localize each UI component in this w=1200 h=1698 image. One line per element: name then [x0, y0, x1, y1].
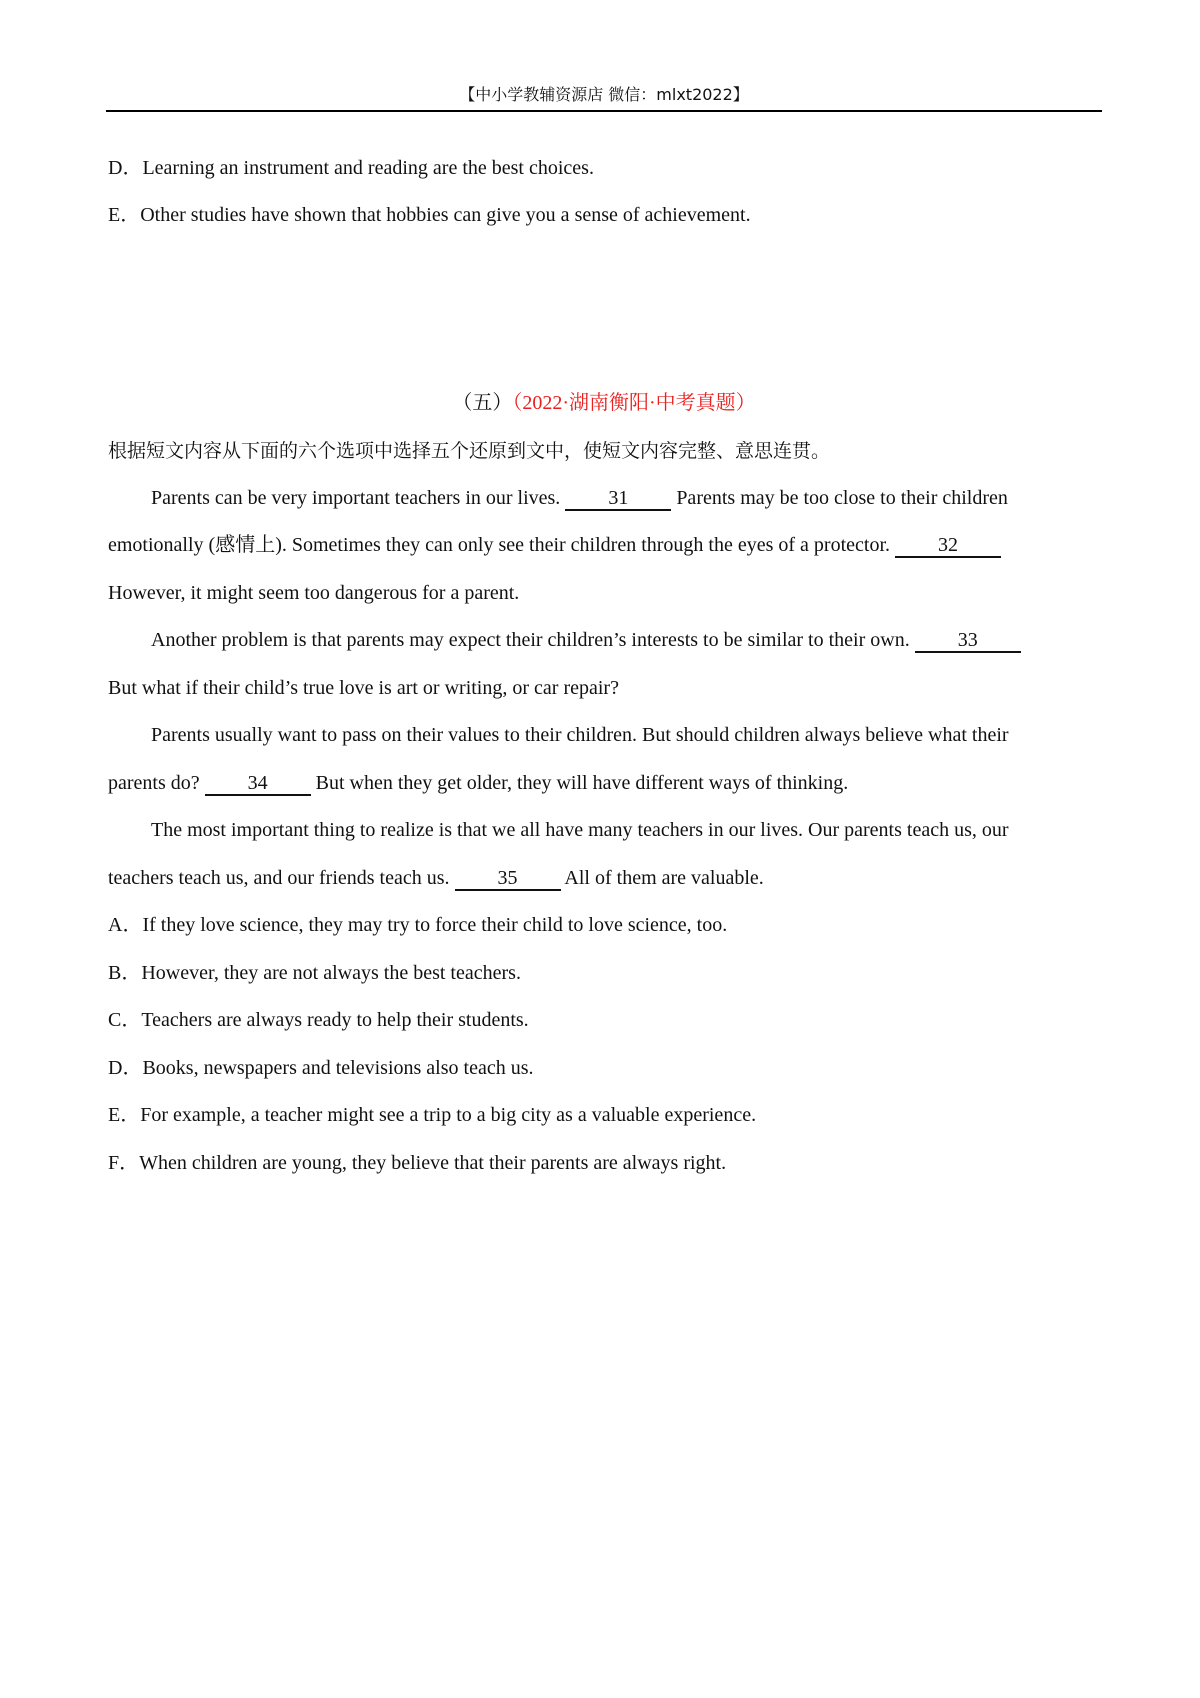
- blank-31[interactable]: 31: [565, 487, 671, 511]
- option-b: B．However, they are not always the best teachers.: [108, 962, 521, 984]
- previous-option-d: D．Learning an instrument and reading are the best choices.: [108, 157, 594, 179]
- blank-33[interactable]: 33: [915, 629, 1021, 653]
- option-f: F．When children are young, they believe that their parents are always right.: [108, 1152, 727, 1174]
- header-divider: [106, 110, 1102, 112]
- passage-p2-line1: [151, 626, 1021, 654]
- option-a: A．If they love science, they may try to force their child to love science, too.: [108, 914, 728, 936]
- passage-p2-line2: But what if their child’s true love is art or writing, or car repair?: [108, 677, 619, 699]
- previous-option-e: E．Other studies have shown that hobbies can give you a sense of achievement.: [108, 204, 751, 226]
- passage-text: Parents may be too close to their children: [671, 487, 1008, 509]
- option-e: E．For example, a teacher might see a trip to a big city as a valuable experience.: [108, 1104, 757, 1126]
- passage-p3-line1: Parents usually want to pass on their values to their children. But should children always believe what their: [151, 724, 1009, 746]
- blank-35[interactable]: 35: [455, 867, 561, 891]
- passage-p1-line2: [108, 531, 1001, 559]
- instruction: 根据短文内容从下面的六个选项中选择五个还原到文中，使短文内容完整、意思连贯。: [108, 440, 831, 462]
- page-header: 【中小学教辅资源店 微信：mlxt2022】: [459, 85, 749, 104]
- passage-text: Another problem is that parents may expect their children’s interests to be similar to their own.: [151, 629, 915, 651]
- passage-p1-line3: However, it might seem too dangerous for a parent.: [108, 582, 520, 604]
- passage-p3-line2: [108, 769, 848, 797]
- passage-text: But when they get older, they will have different ways of thinking.: [310, 772, 849, 794]
- passage-text: Parents can be very important teachers in our lives.: [151, 487, 566, 509]
- passage-p1-line1: [151, 484, 1008, 512]
- section-title: [106, 389, 1102, 417]
- option-d: D．Books, newspapers and televisions also teach us.: [108, 1057, 534, 1079]
- passage-text: teachers teach us, and our friends teach us.: [108, 867, 455, 889]
- passage-text: All of them are valuable.: [560, 867, 764, 889]
- passage-text: parents do?: [108, 772, 205, 794]
- option-c: C．Teachers are always ready to help their students.: [108, 1009, 529, 1031]
- passage-text: emotionally (感情上). Sometimes they can only see their children through the eyes of a protector.: [108, 534, 896, 556]
- passage-p4-line1: The most important thing to realize is that we all have many teachers in our lives. Our parents teach us, our: [151, 819, 1009, 841]
- blank-32[interactable]: 32: [895, 534, 1001, 558]
- blank-34[interactable]: 34: [205, 772, 311, 796]
- section-source: （2022·湖南衡阳·中考真题）: [512, 392, 756, 414]
- section-number: （五）: [452, 392, 513, 414]
- passage-p4-line2: [108, 864, 764, 892]
